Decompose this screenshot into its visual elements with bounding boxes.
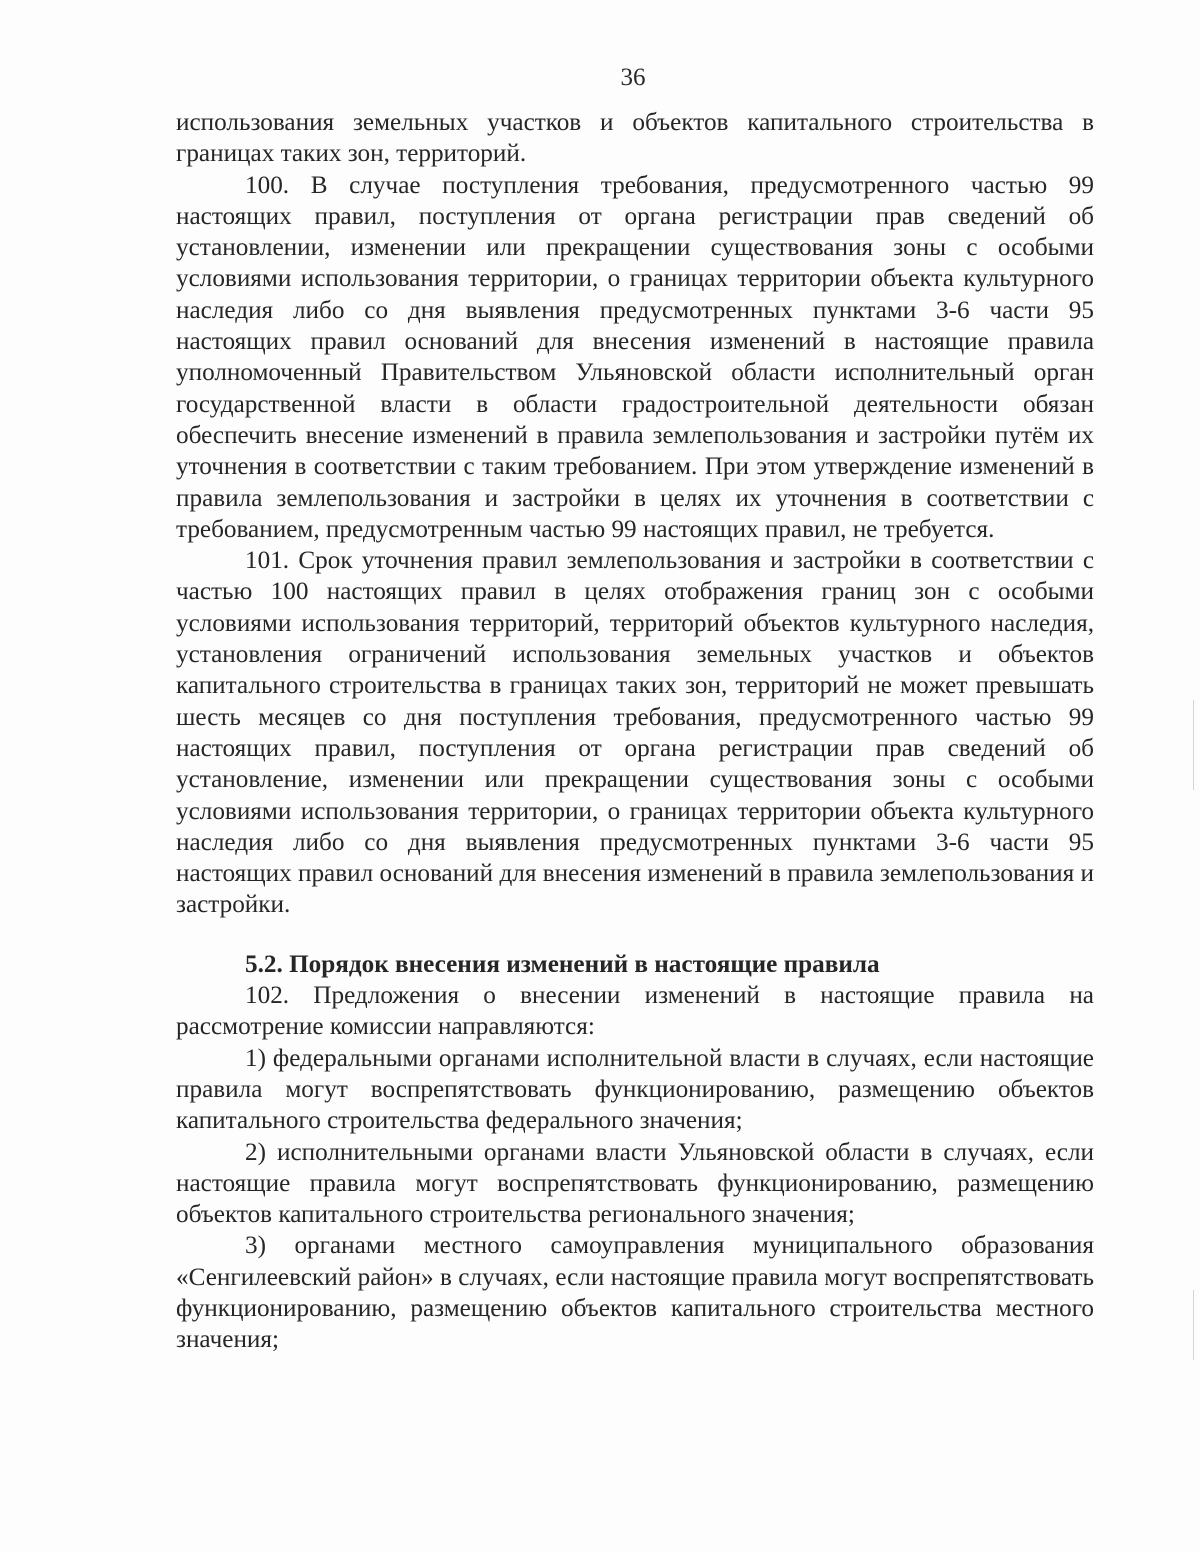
- paragraph-continuation: использования земельных участков и объектов капитального строительства в границах таких зон, территорий.: [176, 109, 1094, 168]
- document-body: [176, 107, 1094, 1356]
- paragraph-101: 101. Срок уточнения правил землепользования и застройки в соответствии с частью 100 настоящих правил в целях отображения границ зон с особыми условиями использования территорий, территорий объектов культурного наследия, установления ограничений использования земельных участков и объектов капитального строительства в границах таких зон, территорий не может превышать шесть месяцев со дня поступления требования, предусмотренного частью 99 настоящих правил, поступления от органа регистрации прав сведений об установление, изменении или прекращении существования зоны с особыми условиями использования территории, о границах территории объекта культурного наследия либо со дня выявления предусмотренных пунктами 3-6 части 95 настоящих правил оснований для внесения изменений в правила землепользования и застройки.: [176, 547, 1094, 919]
- section-heading: 5.2. Порядок внесения изменений в настоящие правила: [245, 950, 880, 978]
- list-item-1: 1) федеральными органами исполнительной власти в случаях, если настоящие правила могут воспрепятствовать функционированию, размещению объектов капитального строительства федерального значения;: [176, 1044, 1094, 1135]
- list-item-3: 3) органами местного самоуправления муниципального образования «Сенгилеевский район» в случаях, если настоящие правила могут воспрепятствовать функционированию, размещению объектов капитального строительства местного значения;: [176, 1232, 1094, 1354]
- paragraph-100: 100. В случае поступления требования, предусмотренного частью 99 настоящих правил, поступления от органа регистрации прав сведений об установлении, изменении или прекращении существования зоны с особыми условиями использования территории, о границах территории объекта культурного наследия либо со дня выявления предусмотренных пунктами 3-6 части 95 настоящих правил оснований для внесения изменений в настоящие правила уполномоченный Правительством Ульяновской области исполнительный орган государственной власти в области градостроительной деятельности обязан обеспечить внесение изменений в правила землепользования и застройки путём их уточнения в соответствии с таким требованием. При этом утверждение изменений в правила землепользования и застройки в целях их уточнения в соответствии с требованием, предусмотренным частью 99 настоящих правил, не требуется.: [176, 171, 1094, 543]
- paragraph-102: 102. Предложения о внесении изменений в настоящие правила на рассмотрение комиссии направляются:: [176, 982, 1094, 1041]
- scan-edge-mark: [1193, 1290, 1194, 1360]
- scan-edge-mark: [1193, 700, 1194, 790]
- page-number: 36: [620, 64, 646, 91]
- list-item-2: 2) исполнительными органами власти Ульяновской области в случаях, если настоящие правила могут воспрепятствовать функционированию, размещению объектов капитального строительства регионального значения;: [176, 1138, 1094, 1229]
